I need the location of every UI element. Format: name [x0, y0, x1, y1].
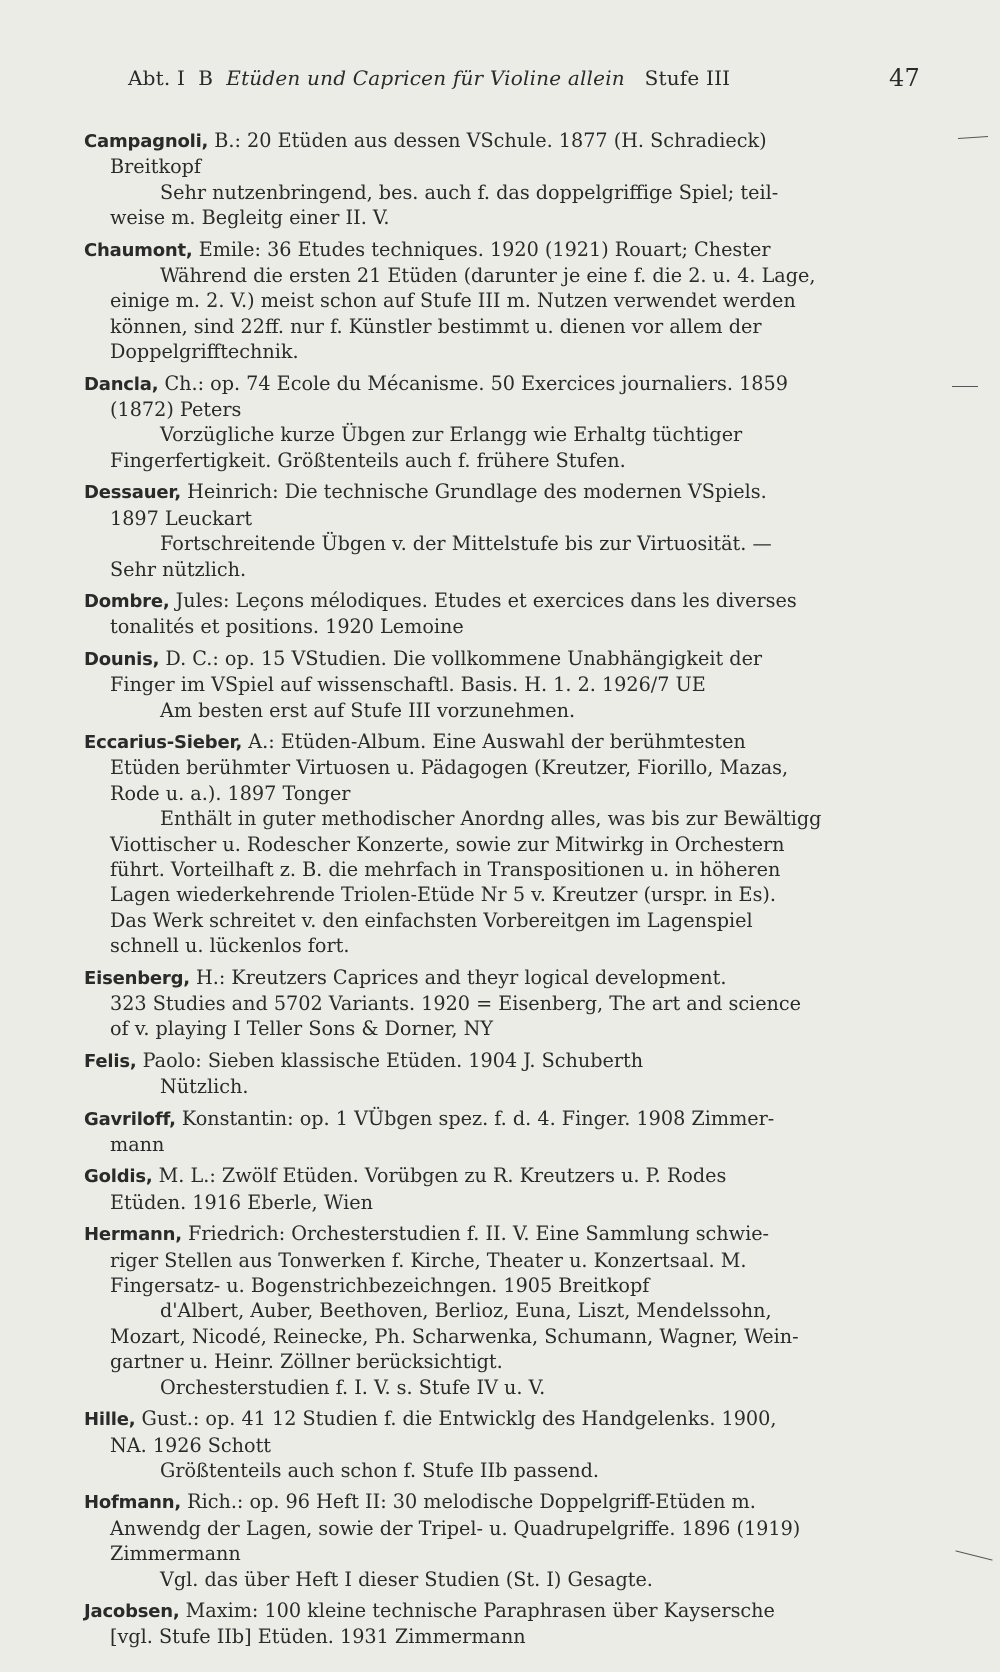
entry-line — [84, 479, 924, 505]
entry-line: mann — [110, 1133, 165, 1157]
entry-author: Goldis, — [84, 1166, 153, 1188]
entry-line — [84, 1048, 924, 1074]
entry-text: Rich.: op. 96 Heft II: 30 melodische Doppelgriff-Etüden m. — [187, 1490, 756, 1514]
entry-line: Finger im VSpiel auf wissenschaftl. Basis. H. 1. 2. 1926/7 UE — [110, 673, 706, 697]
entry-line: Enthält in guter methodischer Anordng alles, was bis zur Bewältigg — [160, 807, 822, 831]
entry-line: Vorzügliche kurze Übgen zur Erlangg wie Erhaltg tüchtiger — [160, 423, 743, 447]
entry-line — [84, 1489, 924, 1515]
entry-author: Hermann, — [84, 1224, 182, 1246]
entry-author: Dounis, — [84, 648, 160, 670]
entry-line — [84, 1221, 924, 1247]
entry-line: Sehr nützlich. — [110, 557, 247, 581]
header-section: B — [198, 66, 214, 90]
entry-text: H.: Kreutzers Caprices and theyr logical development. — [196, 965, 727, 989]
entry-line — [84, 371, 924, 397]
entry-line: of v. playing I Teller Sons & Dorner, NY — [110, 1017, 494, 1041]
entry-line: Anwendg der Lagen, sowie der Tripel- u. Quadrupelgriffe. 1896 (1919) — [110, 1516, 801, 1540]
entry-author: Dancla, — [84, 373, 159, 395]
entry-line — [84, 128, 924, 154]
entry-line: Breitkopf — [110, 155, 202, 179]
entry-line: Fingersatz- u. Bogenstrichbezeichngen. 1905 Breitkopf — [110, 1274, 650, 1298]
entry-line: 1897 Leuckart — [110, 506, 253, 530]
entry — [84, 1163, 924, 1215]
entry-author: Gavriloff, — [84, 1108, 176, 1130]
entry-line: Doppelgrifftechnik. — [110, 340, 299, 364]
entry-author: Eisenberg, — [84, 967, 190, 989]
entry-line: Etüden berühmter Virtuosen u. Pädagogen (Kreutzer, Fiorillo, Mazas, — [110, 756, 789, 780]
entry — [84, 1598, 924, 1650]
entry-author: Campagnoli, — [84, 131, 209, 152]
entry-line: einige m. 2. V.) meist schon auf Stufe III m. Nutzen verwendet werden — [110, 289, 796, 313]
bibliography-entries — [84, 128, 924, 1656]
entry-text: Ch.: op. 74 Ecole du Mécanisme. 50 Exercices journaliers. 1859 — [164, 371, 788, 395]
entry-text: Jules: Leçons mélodiques. Etudes et exercices dans les diverses — [175, 588, 797, 612]
header-part: Abt. I — [128, 66, 186, 90]
entry-text: Maxim: 100 kleine technische Paraphrasen über Kaysersche — [185, 1598, 775, 1622]
entry — [84, 646, 924, 723]
entry-line: Fingerfertigkeit. Größtenteils auch f. frühere Stufen. — [110, 448, 626, 472]
entry-author: Dessauer, — [84, 482, 182, 504]
entry-author: Dombre, — [84, 590, 170, 612]
entry-line: d'Albert, Auber, Beethoven, Berlioz, Euna, Liszt, Mendelssohn, — [160, 1299, 772, 1323]
entry — [84, 1221, 924, 1400]
header-title: Etüden und Capricen für Violine allein — [226, 66, 625, 90]
entry-author: Hille, — [84, 1409, 136, 1431]
margin-pencil-mark — [958, 136, 988, 139]
entry-line — [84, 965, 924, 991]
entry-line: Viottischer u. Rodescher Konzerte, sowie zur Mitwirkg in Orchestern — [110, 832, 785, 856]
entry-line — [84, 237, 924, 263]
entry — [84, 729, 924, 959]
entry-line: Etüden. 1916 Eberle, Wien — [110, 1190, 373, 1214]
entry-line — [84, 1406, 924, 1432]
entry-text: Heinrich: Die technische Grundlage des modernen VSpiels. — [187, 480, 767, 504]
entry-text: Konstantin: op. 1 VÜbgen spez. f. d. 4. Finger. 1908 Zimmer- — [181, 1106, 775, 1130]
entry-line — [84, 729, 924, 755]
entry-author: Chaumont, — [84, 239, 193, 261]
entry — [84, 128, 924, 231]
entry-text: Gust.: op. 41 12 Studien f. die Entwicklg des Handgelenks. 1900, — [141, 1407, 777, 1431]
entry — [84, 1048, 924, 1100]
header-stage: Stufe III — [644, 66, 731, 90]
entry-line: Orchesterstudien f. I. V. s. Stufe IV u. V. — [160, 1375, 546, 1399]
entry — [84, 237, 924, 365]
entry — [84, 1106, 924, 1158]
entry-line: riger Stellen aus Tonwerken f. Kirche, Theater u. Konzertsaal. M. — [110, 1248, 747, 1272]
entry-text: Paolo: Sieben klassische Etüden. 1904 J. Schuberth — [142, 1048, 644, 1072]
margin-pencil-mark — [955, 1550, 992, 1560]
entry-author: Jacobsen, — [84, 1600, 180, 1622]
entry-line — [84, 1163, 924, 1189]
entry-author: Hofmann, — [84, 1492, 182, 1514]
entry-line — [84, 1598, 924, 1624]
entry-line: (1872) Peters — [110, 398, 242, 422]
entry-line — [84, 646, 924, 672]
entry-line: weise m. Begleitg einer II. V. — [110, 206, 390, 230]
entry-author: Felis, — [84, 1050, 137, 1072]
margin-pencil-mark — [952, 386, 978, 387]
entry-line: Lagen wiederkehrende Triolen-Etüde Nr 5 v. Kreutzer (urspr. in Es). — [110, 883, 776, 907]
entry-line: Sehr nutzenbringend, bes. auch f. das doppelgriffige Spiel; teil- — [160, 180, 779, 204]
entry — [84, 1489, 924, 1592]
entry-line: [vgl. Stufe IIb] Etüden. 1931 Zimmermann — [110, 1625, 526, 1649]
entry — [84, 588, 924, 640]
entry-line: können, sind 22ff. nur f. Künstler bestimmt u. dienen vor allem der — [110, 314, 762, 338]
entry-line: Am besten erst auf Stufe III vorzunehmen. — [160, 698, 576, 722]
entry-line: Nützlich. — [160, 1075, 249, 1099]
entry-line: NA. 1926 Schott — [110, 1433, 271, 1457]
entry-line: 323 Studies and 5702 Variants. 1920 = Eisenberg, The art and science — [110, 992, 802, 1015]
entry-line: Während die ersten 21 Etüden (darunter je eine f. die 2. u. 4. Lage, — [160, 264, 816, 288]
entry-line: Vgl. das über Heft I dieser Studien (St. I) Gesagte. — [160, 1567, 653, 1591]
entry-line: tonalités et positions. 1920 Lemoine — [110, 615, 464, 639]
entry-line: Größtenteils auch schon f. Stufe IIb passend. — [160, 1458, 599, 1482]
entry-line: Fortschreitende Übgen v. der Mittelstufe bis zur Virtuosität. — — [160, 532, 772, 556]
entry-author: Eccarius-Sieber, — [84, 731, 243, 753]
entry-line: gartner u. Heinr. Zöllner berücksichtigt. — [110, 1350, 503, 1374]
entry-text: Emile: 36 Etudes techniques. 1920 (1921) Rouart; Chester — [198, 237, 771, 261]
entry-line: Rode u. a.). 1897 Tonger — [110, 781, 351, 805]
entry-line — [84, 1106, 924, 1132]
entry-line: führt. Vorteilhaft z. B. die mehrfach in Transpositionen u. in höheren — [110, 857, 781, 881]
entry — [84, 371, 924, 474]
entry-text: M. L.: Zwölf Etüden. Vorübgen zu R. Kreutzers u. P. Rodes — [158, 1164, 727, 1188]
entry-line — [84, 588, 924, 614]
entry-line: Das Werk schreitet v. den einfachsten Vorbereitgen im Lagenspiel — [110, 908, 753, 932]
running-header — [128, 66, 920, 90]
entry-text: D. C.: op. 15 VStudien. Die vollkommene Unabhängigkeit der — [165, 646, 763, 670]
entry-text: B.: 20 Etüden aus dessen VSchule. 1877 (H. Schradieck) — [214, 129, 767, 152]
entry-line: Zimmermann — [110, 1542, 241, 1566]
entry — [84, 1406, 924, 1483]
entry — [84, 479, 924, 582]
page-number: 47 — [889, 64, 920, 92]
entry — [84, 965, 924, 1042]
entry-text: Friedrich: Orchesterstudien f. II. V. Eine Sammlung schwie- — [188, 1222, 770, 1246]
entry-line: Mozart, Nicodé, Reinecke, Ph. Scharwenka, Schumann, Wagner, Wein- — [110, 1324, 799, 1348]
entry-line: schnell u. lückenlos fort. — [110, 934, 350, 958]
entry-text: A.: Etüden-Album. Eine Auswahl der berühmtesten — [248, 729, 746, 753]
